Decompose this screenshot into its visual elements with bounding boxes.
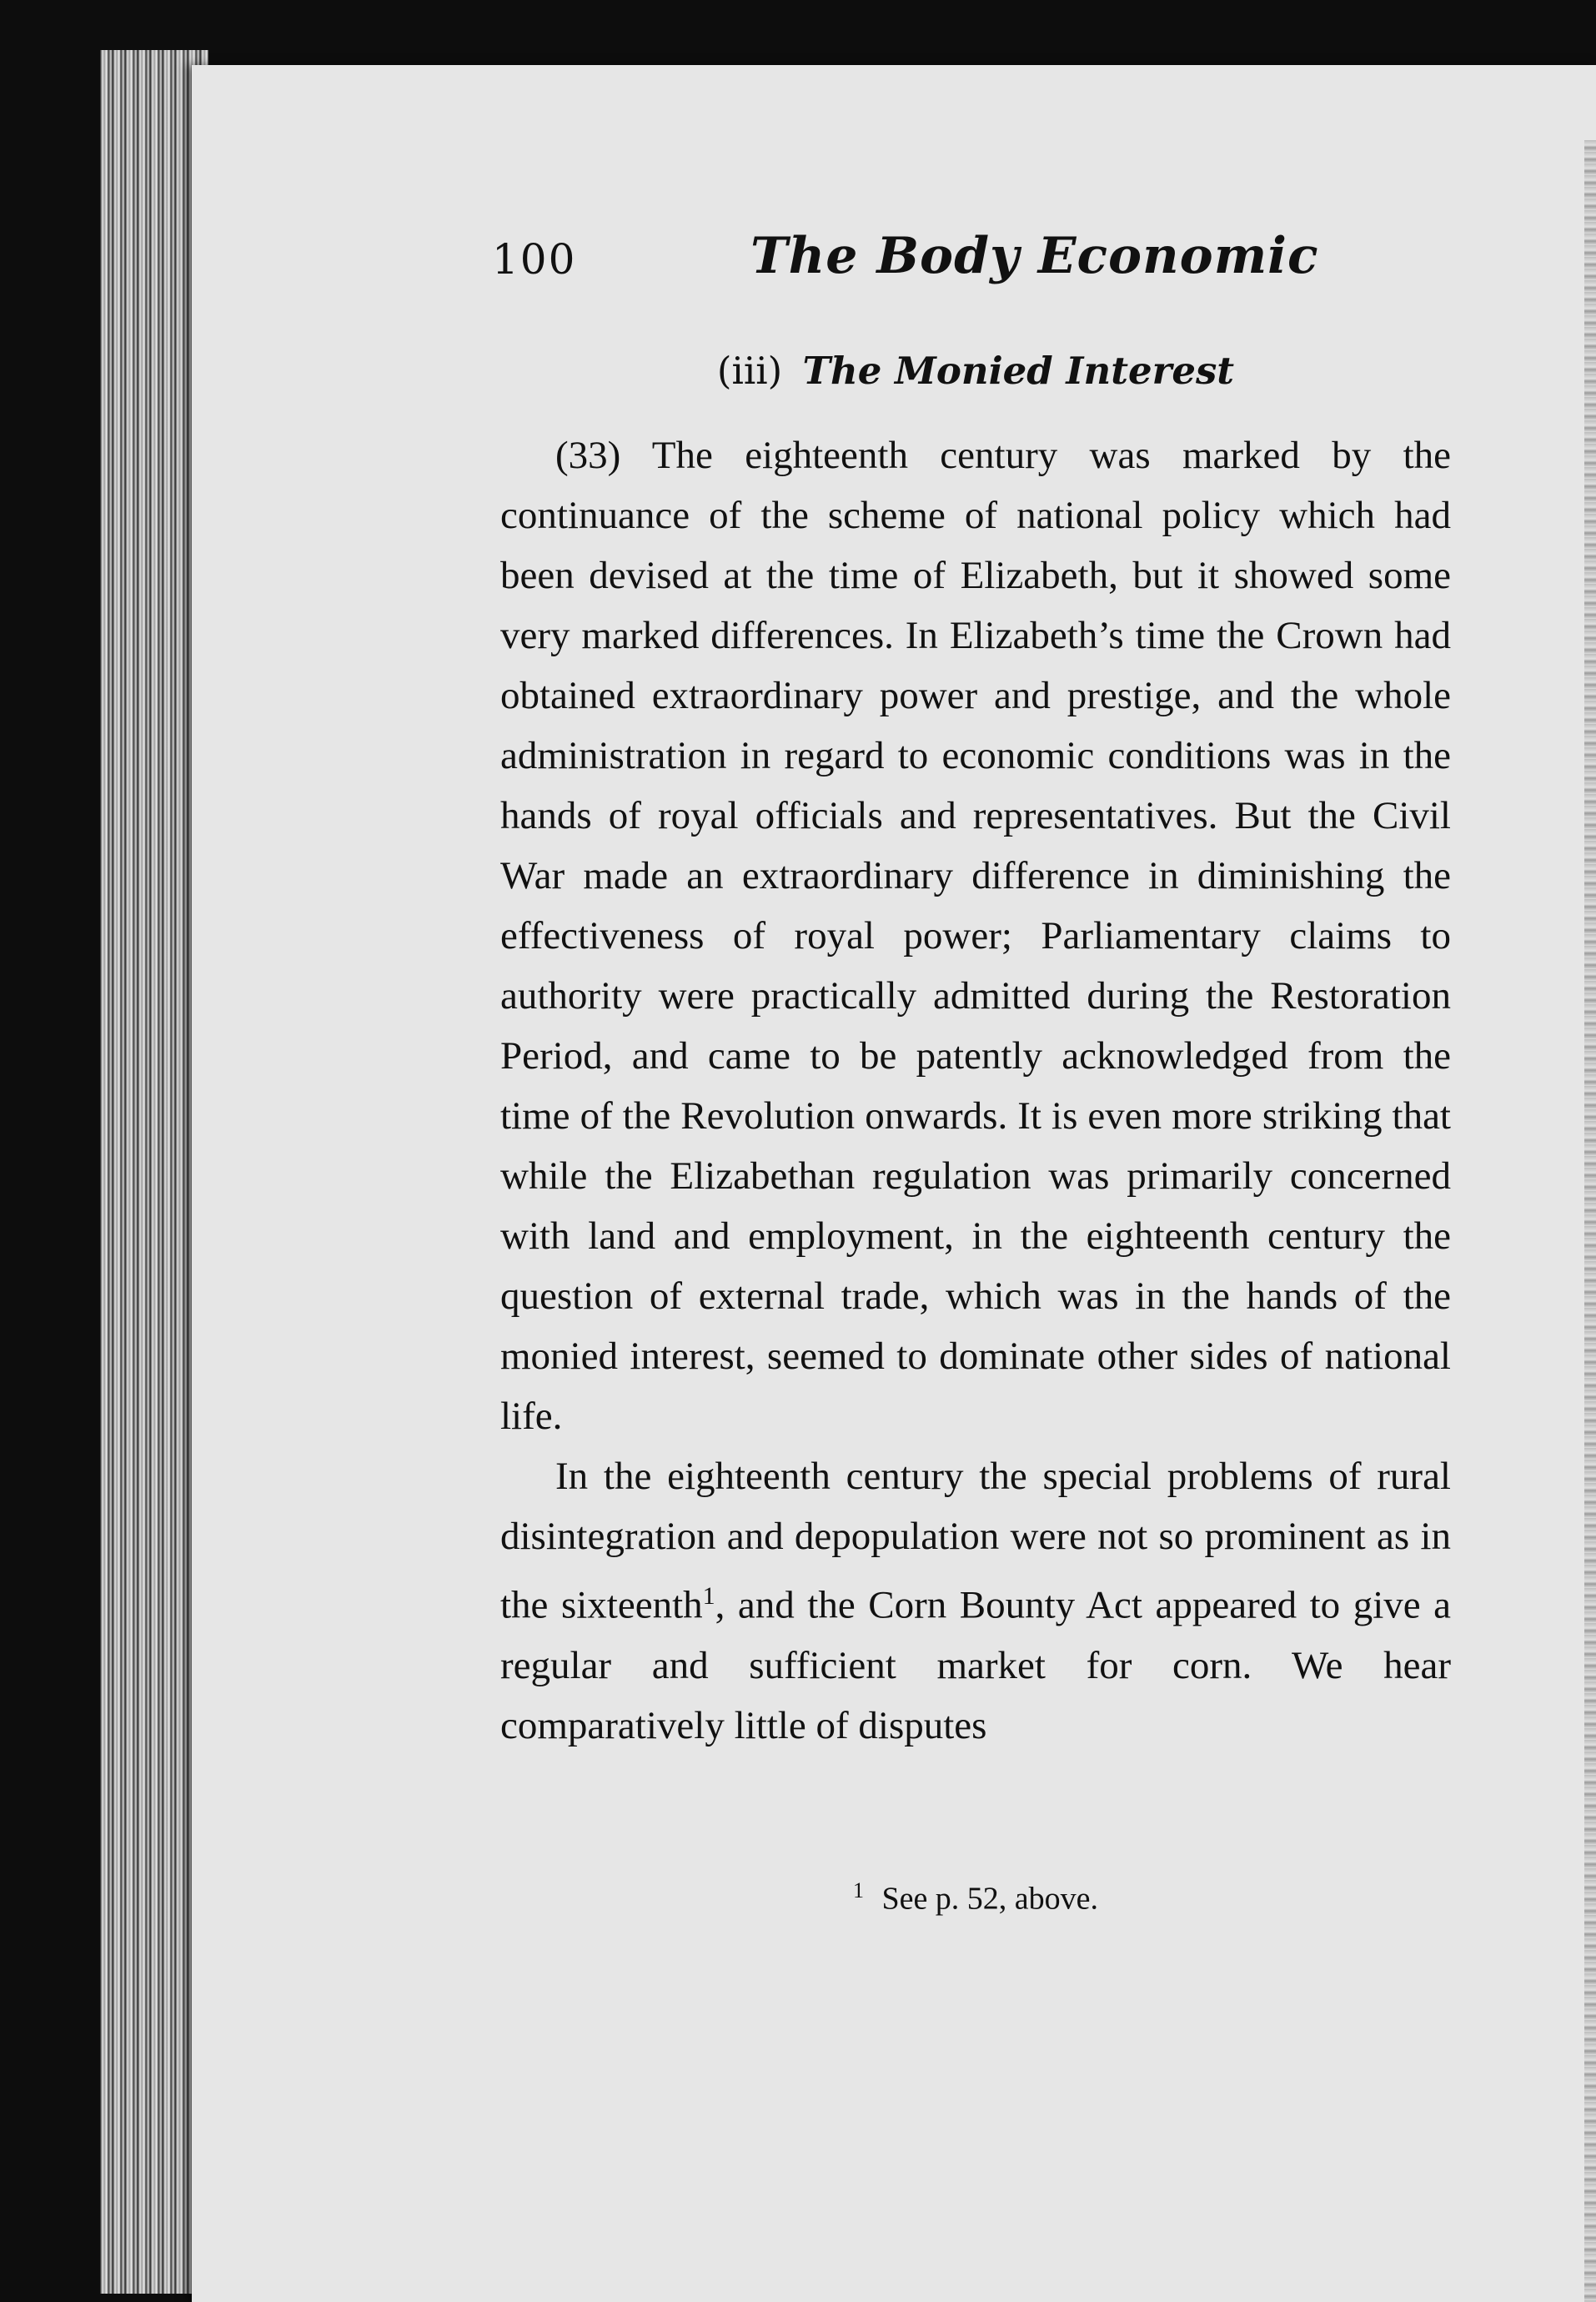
body-text: [500, 425, 1451, 1756]
section-label: (iii): [716, 349, 783, 393]
page-edges-right: [1584, 140, 1596, 2302]
paragraph: (33) The eighteenth century was marked by the continuance of the scheme of national policy which had been devised at the time of Elizabeth, but it showed some very marked differences. In Elizabeth’s time the Crown had obtained extraordinary power and prestige, and the whole administration in regard to economic conditions was in the hands of royal officials and representatives. But the Civil War made an extraordinary difference in diminishing the effectiveness of royal power; Parliamentary claims to authority were practically admitted during the Restoration Period, and came to be patently acknowledged from the time of the Revolution onwards. It is even more striking that while the Elizabethan regulation was primarily concerned with land and employment, in the eighteenth century the question of external trade, which was in the hands of the monied interest, seemed to dominate other sides of national life.: [500, 434, 1451, 1438]
footnote: [500, 1878, 1451, 1917]
running-head: [492, 227, 1451, 294]
footnote-reference: 1: [702, 1582, 715, 1610]
footnote-text: See p. 52, above.: [881, 1881, 1099, 1917]
page-number: 100: [492, 235, 577, 284]
book-title: The Body Economic: [750, 227, 1319, 285]
footnote-marker: 1: [852, 1878, 864, 1902]
section-title: The Monied Interest: [802, 349, 1235, 393]
paragraph: [500, 1446, 1451, 1756]
paragraph-text: , and the Corn Bounty Act appeared to give a regular and sufficient market for corn. We hear comparatively little of disputes: [500, 1583, 1452, 1747]
paragraph-text: In the eighteenth century the special problems of rural disintegration and depopulation were not so prominent as in the sixteenth: [500, 1455, 1451, 1627]
section-heading: [500, 349, 1451, 393]
